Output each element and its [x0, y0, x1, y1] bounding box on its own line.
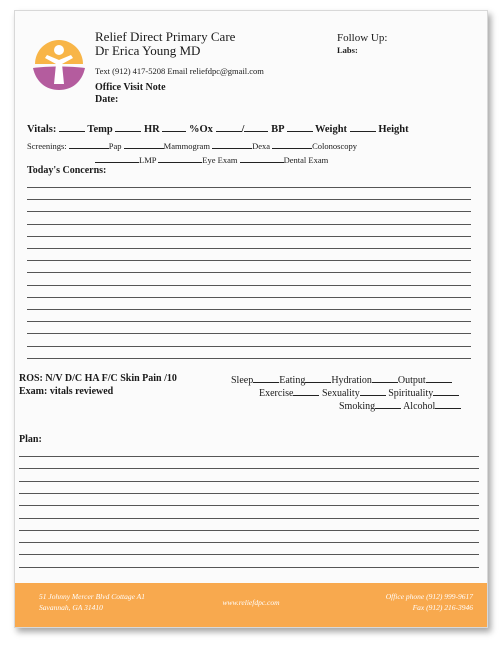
height-blank[interactable]	[350, 122, 376, 132]
dental-exam-blank[interactable]	[240, 153, 284, 163]
writing-line[interactable]	[27, 285, 471, 286]
colonoscopy-blank[interactable]	[272, 139, 312, 149]
visit-note-form	[14, 10, 488, 628]
sleep-label: Sleep	[231, 375, 254, 386]
screenings-row-2	[95, 153, 328, 165]
writing-line[interactable]	[27, 297, 471, 298]
alcohol-label: Alcohol	[403, 401, 436, 412]
mammogram-label: Mammogram	[163, 141, 210, 151]
exercise-label: Exercise	[259, 388, 294, 399]
pap-blank[interactable]	[69, 139, 109, 149]
labs-label: Labs:	[337, 45, 358, 55]
writing-line[interactable]	[27, 333, 471, 334]
weight-blank[interactable]	[287, 122, 313, 132]
pap-label: Pap	[108, 141, 122, 151]
writing-line[interactable]	[27, 346, 471, 347]
temp-blank[interactable]	[59, 122, 85, 132]
footer	[15, 583, 487, 627]
eating-label: Eating	[279, 375, 306, 386]
alcohol-blank[interactable]	[435, 399, 461, 409]
footer-address-line2: Savannah, GA 31410	[39, 603, 103, 612]
writing-line[interactable]	[19, 530, 479, 531]
dental-exam-label: Dental Exam	[283, 155, 329, 165]
footer-website[interactable]: www.reliefdpc.com	[222, 598, 280, 607]
hydration-blank[interactable]	[372, 373, 398, 383]
writing-line[interactable]	[19, 518, 479, 519]
sexuality-blank[interactable]	[360, 386, 386, 396]
writing-line[interactable]	[27, 260, 471, 261]
writing-line[interactable]	[27, 211, 471, 212]
date-label: Date:	[95, 94, 119, 105]
ros-label: ROS: N/V D/C HA F/C Skin Pain /10	[19, 373, 177, 384]
concerns-label: Today's Concerns:	[27, 165, 107, 176]
person-in-sun-logo	[27, 30, 91, 94]
ros-row-2	[259, 386, 459, 399]
smoking-label: Smoking	[339, 401, 376, 412]
writing-line[interactable]	[19, 493, 479, 494]
eye-exam-blank[interactable]	[158, 153, 202, 163]
doctor-name: Dr Erica Young MD	[95, 43, 201, 58]
writing-line[interactable]	[27, 309, 471, 310]
bp-diastolic-blank[interactable]	[244, 122, 268, 132]
ox-blank[interactable]	[162, 122, 186, 132]
screenings-row-1	[27, 139, 357, 151]
bp-systolic-blank[interactable]	[216, 122, 242, 132]
writing-line[interactable]	[27, 358, 471, 359]
weight-label: Weight	[314, 124, 348, 135]
ros-row-1	[231, 373, 452, 386]
clinic-name: Relief Direct Primary Care	[95, 29, 236, 44]
writing-line[interactable]	[19, 468, 479, 469]
writing-line[interactable]	[27, 321, 471, 322]
vitals-label: Vitals:	[27, 124, 57, 135]
ox-label: %Ox	[188, 124, 213, 135]
hr-blank[interactable]	[115, 122, 141, 132]
lmp-blank[interactable]	[95, 153, 139, 163]
screenings-label: Screenings:	[27, 141, 67, 151]
spirituality-blank[interactable]	[433, 386, 459, 396]
bp-slash: /	[241, 124, 245, 135]
exam-label: Exam: vitals reviewed	[19, 386, 114, 397]
bp-label: BP	[271, 124, 284, 135]
height-label: Height	[378, 124, 409, 135]
lmp-label: LMP	[139, 155, 157, 165]
hr-label: HR	[143, 124, 160, 135]
spirituality-label: Spirituality	[388, 388, 434, 399]
sexuality-label: Sexuality	[321, 388, 360, 399]
writing-line[interactable]	[19, 567, 479, 568]
writing-line[interactable]	[27, 236, 471, 237]
output-label: Output	[397, 375, 426, 386]
eye-exam-label: Eye Exam	[202, 155, 238, 165]
footer-fax: Fax (912) 216-3946	[412, 603, 473, 612]
exercise-blank[interactable]	[293, 386, 319, 396]
writing-line[interactable]	[27, 187, 471, 188]
writing-line[interactable]	[27, 224, 471, 225]
writing-line[interactable]	[27, 199, 471, 200]
vitals-row	[27, 122, 409, 135]
sleep-blank[interactable]	[253, 373, 279, 383]
footer-address-line1: 51 Johnny Mercer Blvd Cottage A1	[39, 592, 146, 601]
hydration-label: Hydration	[331, 375, 372, 386]
form-title: Office Visit Note	[95, 82, 166, 93]
writing-line[interactable]	[19, 481, 479, 482]
mammogram-blank[interactable]	[124, 139, 164, 149]
writing-line[interactable]	[19, 542, 479, 543]
contact-info: Text (912) 417-5208 Email reliefdpc@gmail.com	[95, 66, 264, 76]
colonoscopy-label: Colonoscopy	[312, 141, 358, 151]
ros-row-3	[339, 399, 461, 412]
smoking-blank[interactable]	[375, 399, 401, 409]
writing-line[interactable]	[19, 456, 479, 457]
eating-blank[interactable]	[305, 373, 331, 383]
plan-label: Plan:	[19, 434, 42, 445]
follow-up-label: Follow Up:	[337, 32, 388, 44]
output-blank[interactable]	[426, 373, 452, 383]
dexa-blank[interactable]	[212, 139, 252, 149]
temp-label: Temp	[87, 124, 113, 135]
writing-line[interactable]	[27, 272, 471, 273]
writing-line[interactable]	[19, 505, 479, 506]
dexa-label: Dexa	[252, 141, 271, 151]
writing-line[interactable]	[27, 248, 471, 249]
footer-office-phone: Office phone (912) 999-9617	[385, 592, 473, 601]
writing-line[interactable]	[19, 554, 479, 555]
